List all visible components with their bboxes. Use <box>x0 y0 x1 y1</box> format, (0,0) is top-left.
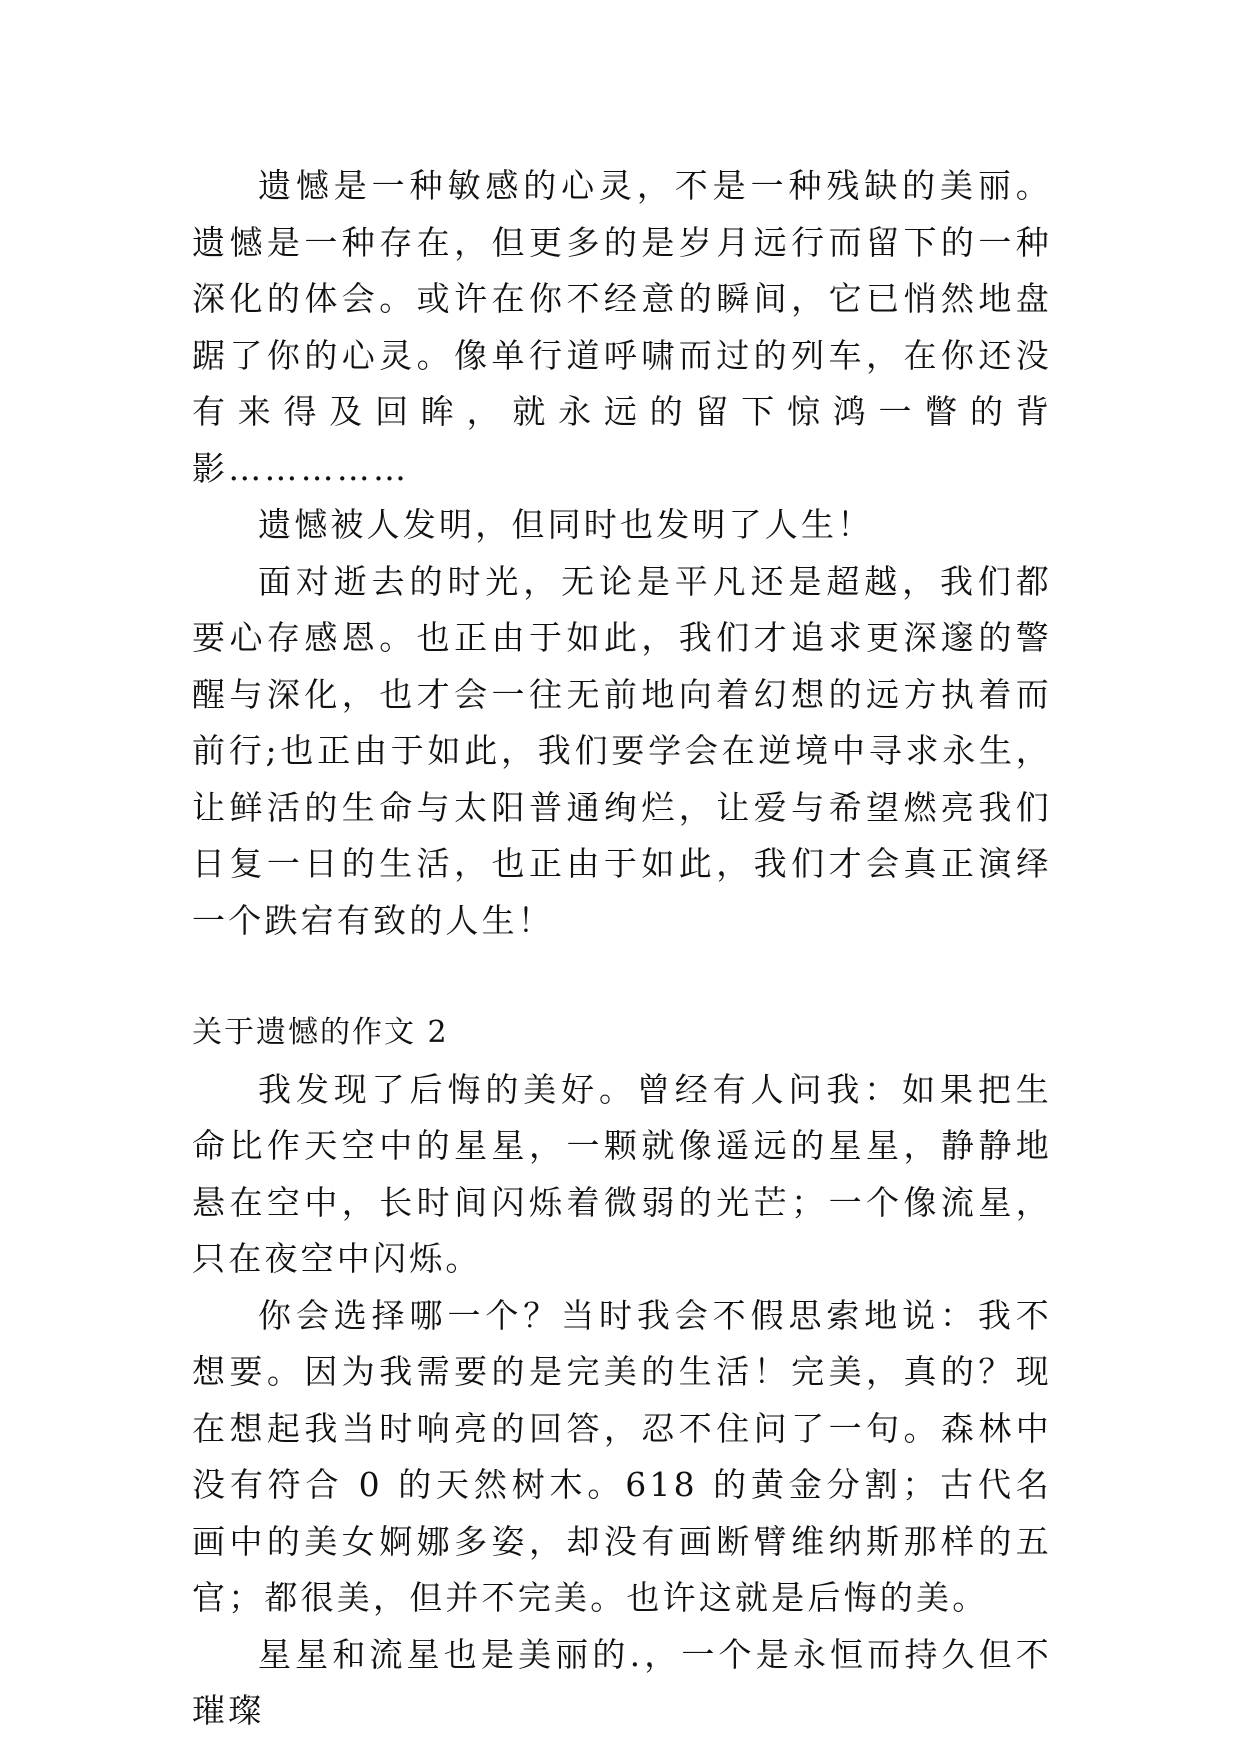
paragraph: 星星和流星也是美丽的.，一个是永恒而持久但不璀璨 <box>192 1634 1052 1730</box>
paragraph: 遗憾是一种敏感的心灵，不是一种残缺的美丽。遗憾是一种存在，但更多的是岁月远行而留下的一种深化的体会。或许在你不经意的瞬间，它已悄然地盘踞了你的心灵。像单行道呼啸而过的列车，在你还没有来得及回眸，就永远的留下惊鸿一瞥的背影…………… <box>192 166 1052 488</box>
paragraph: 遗憾被人发明，但同时也发明了人生！ <box>258 505 874 544</box>
section-spacer <box>192 949 1052 1005</box>
section-heading: 关于遗憾的作文 2 <box>192 1015 449 1050</box>
paragraph: 你会选择哪一个？当时我会不假思索地说：我不想要。因为我需要的是完美的生活！完美，真的？现在想起我当时响亮的回答，忍不住问了一句。森林中没有符合 0 的天然树木。618 的黄金分割；古代名画中的美女婀娜多姿，却没有画断臂维纳斯那样的五官；都很美，但并不完美。也许这就是后悔的美。 <box>192 1295 1052 1617</box>
document-page <box>192 158 1052 1740</box>
paragraph: 面对逝去的时光，无论是平凡还是超越，我们都要心存感恩。也正由于如此，我们才追求更深邃的警醒与深化，也才会一往无前地向着幻想的远方执着而前行;也正由于如此，我们要学会在逆境中寻求永生，让鲜活的生命与太阳普通绚烂，让爱与希望燃亮我们日复一日的生活，也正由于如此，我们才会真正演绎一个跌宕有致的人生！ <box>192 561 1052 940</box>
paragraph: 我发现了后悔的美好。曾经有人问我：如果把生命比作天空中的星星，一颗就像遥远的星星，静静地悬在空中，长时间闪烁着微弱的光芒；一个像流星，只在夜空中闪烁。 <box>192 1069 1052 1278</box>
